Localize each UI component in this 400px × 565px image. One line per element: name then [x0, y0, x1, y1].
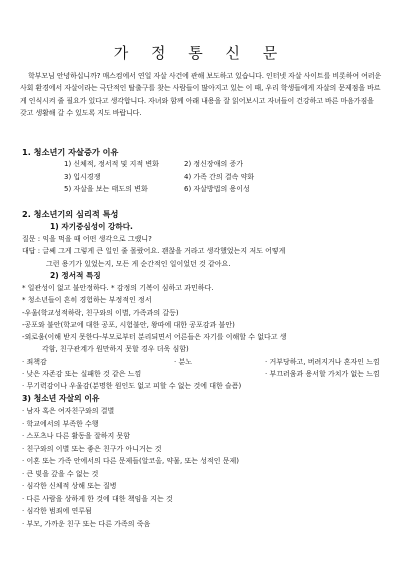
list-item: · 학교에서의 부족한 수행: [22, 419, 99, 428]
trait-line: -외로움(이해 받지 못한다-부모로부터 분리되면서 어른들은 자기를 이해할 수 없다고 생: [22, 333, 287, 342]
reason-item: 6) 자살방법의 용이성: [184, 185, 250, 194]
list-item: · 스포츠나 다른 활동을 잘하지 못함: [22, 432, 131, 441]
list-item: · 심각한 신체적 상해 또는 질병: [22, 482, 117, 491]
list-item: · 심각한 범죄에 연루됨: [22, 507, 92, 516]
section2-heading: 2. 청소년기의 심리적 특성: [22, 209, 119, 219]
intro-paragraph: 학부모님 안녕하십니까? 매스컴에서 연일 자살 사건에 관해 보도하고 있습니다. 인터넷 자살 사이트를 비롯하여 여러운 사회 환경에서 자살이라는 극단적인 탈출구를 찾는 사람들이 많아지고 있는 이 때, 우리 학생들에게 자살의 문제점을 바르게 인식시켜 줄 필요가 있다고 생각합니다. 자녀와 함께 아래 내용을 잘 읽어보시고 자녀들이 건강하고 바른 마음가짐을 갖고 생활해 갈 수 있도록 지도 바랍니다.: [20, 72, 382, 118]
emotion-item: · 부끄러움과 용서할 가치가 없는 느낌: [265, 370, 380, 379]
dialogue-answer-cont: 그런 용기가 있었는지, 모든 게 순간적인 일이었던 것 같아요.: [46, 259, 231, 268]
suicide-reasons-list: [22, 405, 384, 530]
reason-item: 3) 입시경쟁: [64, 172, 101, 181]
trait-line: * 청소년들이 흔히 경험하는 부정적인 정서: [22, 296, 152, 305]
list-item: · 남자 혹은 여자친구와의 결별: [22, 407, 115, 415]
section3-heading: 3) 청소년 자살의 이유: [22, 394, 100, 403]
list-item: · 이혼 또는 가족 안에서의 다른 문제들(알코올, 약물, 또는 성적인 문제): [22, 457, 239, 466]
emotion-item: · 분노: [174, 357, 192, 366]
dialogue-block: [22, 233, 384, 270]
reason-item: 2) 정신장애의 증가: [184, 160, 243, 168]
trait-line: -공포와 불안(학교에 대한 공포, 시험불안, 왕따에 대한 공포감과 불안): [22, 320, 235, 329]
dialogue-question: 질문 : 익을 먹을 때 어떤 생각으로 그랬니?: [22, 235, 152, 243]
emotion-item: · 거부당하고, 버려지거나 혼자인 느낌: [265, 357, 380, 366]
trait-line: -우울(학교성적하락, 친구와의 이별, 가족과의 갈등): [22, 308, 179, 317]
dialogue-answer: 대답 : 글쎄 그게 그렇게 큰 일인 줄 몰랐어요. 괜찮을 거라고 생각했었는지 저도 어떻게: [22, 247, 286, 256]
section1-reasons: [64, 158, 364, 196]
page-title: 가 정 통 신 문: [113, 44, 287, 62]
emotion-row: [22, 368, 384, 380]
subheading-self-centered: 1) 자기중심성이 강하다.: [50, 222, 133, 231]
list-item: · 큰 빚을 갚을 수 없는 것: [22, 469, 99, 478]
subheading-emotional: 2) 정서적 특징: [50, 271, 101, 280]
trait-line: 각함, 친구관계가 원만하지 못할 경우 더욱 심함): [42, 345, 189, 354]
reason-item: 5) 자살을 보는 태도의 변화: [64, 185, 148, 194]
section1-heading: 1. 청소년기 자살증가 이유: [22, 147, 119, 157]
trait-line: * 일관성이 없고 불안정하다. * 감정의 기복이 심하고 과민하다.: [22, 284, 214, 292]
emotion-row: [22, 356, 384, 368]
reason-item: 4) 가족 간의 결속 약화: [184, 172, 255, 181]
list-item: · 부모, 가까운 친구 또는 다른 가족의 죽음: [22, 519, 151, 528]
emotion-item: · 무기력감이나 우울감(분명한 원인도 없고 피할 수 없는 것에 대한 슬픔): [22, 382, 242, 391]
emotional-traits: [22, 282, 384, 393]
list-item: · 다른 사람을 상하게 한 것에 대한 책임을 지는 것: [22, 494, 173, 503]
emotion-item: · 낮은 자존감 또는 실패한 것 같은 느낌: [22, 370, 142, 379]
reason-item: 1) 신체적, 정서적 및 지적 변화: [64, 160, 159, 168]
list-item: · 친구와의 이별 또는 좋은 친구가 아니거는 것: [22, 444, 162, 453]
emotion-item: · 죄책감: [22, 357, 47, 366]
